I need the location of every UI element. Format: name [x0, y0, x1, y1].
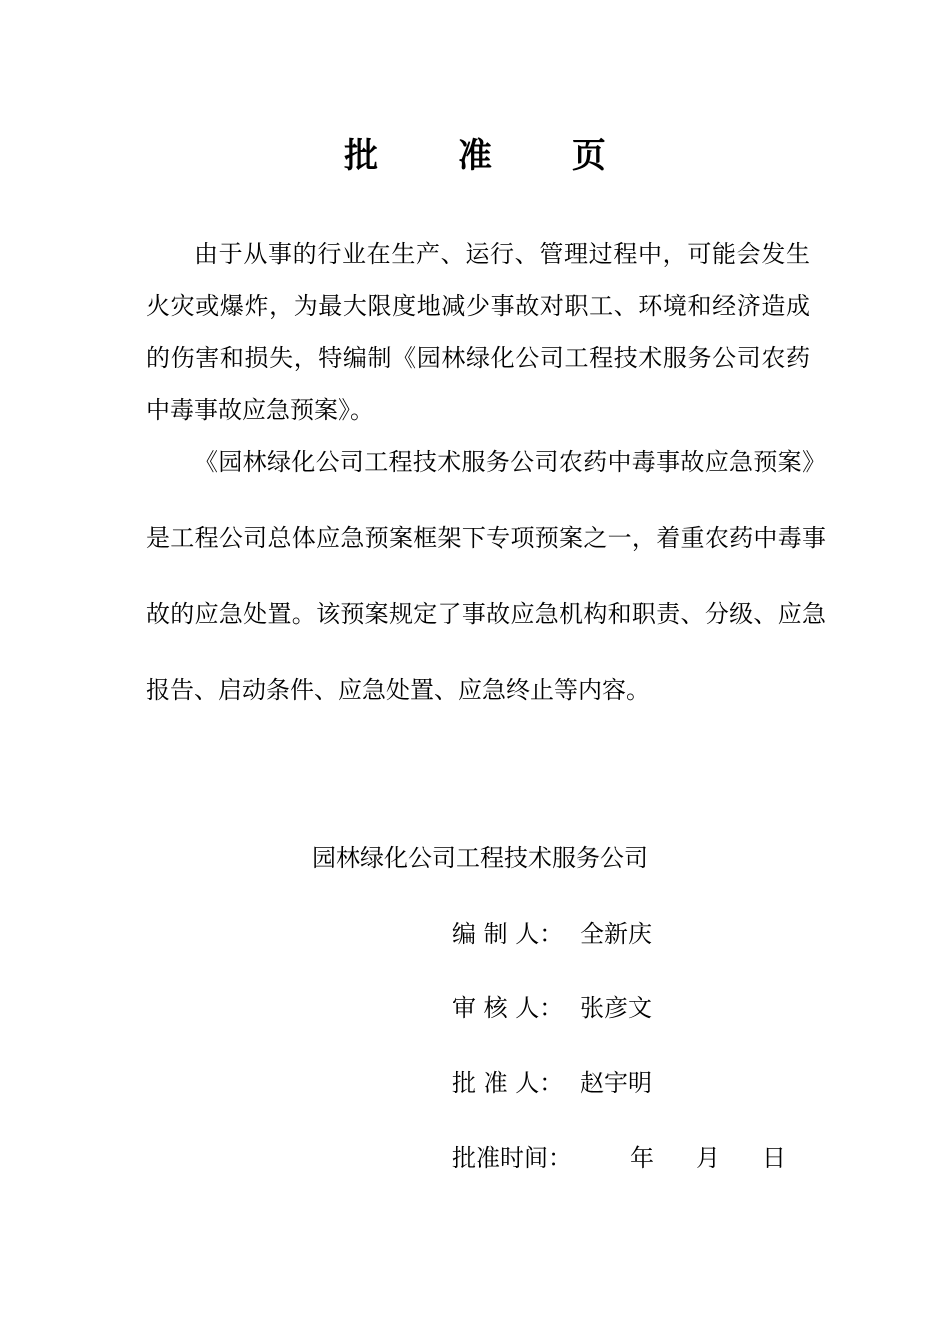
approval-date-row [452, 1138, 828, 1178]
approver-label: 批 准 人： [452, 1069, 564, 1097]
reviewer-label: 审 核 人： [452, 994, 564, 1022]
approval-date-label: 批准时间： [452, 1144, 572, 1172]
compiler-name: 全新庆 [580, 920, 652, 948]
year-label: 年 [630, 1144, 654, 1172]
approver-row [452, 1063, 652, 1103]
page-title: 批 准 页 [344, 136, 640, 176]
approver-name: 赵宇明 [580, 1069, 652, 1097]
reviewer-name: 张彦文 [580, 994, 652, 1022]
scope-paragraph: 《园林绿化公司工程技术服务公司农药中毒事故应急预案》是工程公司总体应急预案框架下专项预案之一，着重农药中毒事故的应急处置。该预案规定了事故应急机构和职责、分级、应急报告、启动条件、应急处置、应急终止等内容。 [146, 448, 826, 704]
reviewer-row [452, 988, 652, 1028]
compiler-row [452, 914, 652, 954]
compiler-label: 编 制 人： [452, 920, 564, 948]
month-label: 月 [696, 1144, 720, 1172]
company-name: 园林绿化公司工程技术服务公司 [312, 844, 648, 872]
day-label: 日 [762, 1144, 786, 1172]
intro-paragraph: 由于从事的行业在生产、运行、管理过程中，可能会发生火灾或爆炸，为最大限度地减少事故对职工、环境和经济造成的伤害和损失，特编制《园林绿化公司工程技术服务公司农药中毒事故应急预案》。 [146, 240, 810, 424]
